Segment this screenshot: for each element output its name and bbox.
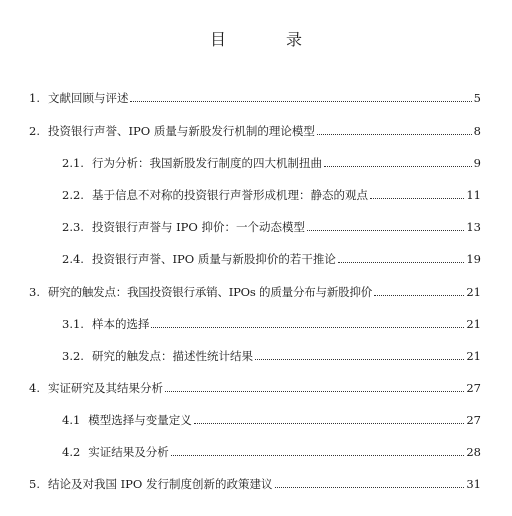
toc-entry-page: 19 xyxy=(466,252,481,266)
toc-entry-text: 实证研究及其结果分析 xyxy=(47,381,163,395)
toc-entry[interactable] xyxy=(29,379,481,395)
toc-entry-number: 5. xyxy=(29,477,40,491)
toc-entry-number: 1. xyxy=(29,91,40,105)
toc-entry-number: 4.2 xyxy=(62,445,81,459)
toc-entry-text: 文献回顾与评述 xyxy=(47,91,129,105)
toc-entry-text: 基于信息不对称的投资银行声誉形成机理：静态的观点 xyxy=(91,188,368,202)
toc-entry-page: 9 xyxy=(473,156,481,170)
toc-entry-number: 2.1. xyxy=(62,156,84,170)
toc-leader-dots xyxy=(324,166,472,167)
toc-entry[interactable] xyxy=(62,443,481,459)
toc-entry[interactable] xyxy=(62,218,481,234)
toc-entry-page: 13 xyxy=(466,220,481,234)
toc-leader-dots xyxy=(165,391,464,392)
toc-entry-page: 31 xyxy=(466,477,481,491)
toc-entry-page: 8 xyxy=(473,124,481,138)
toc-entry-page: 21 xyxy=(466,285,481,299)
toc-entry-text: 投资银行声誉与 IPO 抑价：一个动态模型 xyxy=(91,220,305,234)
toc-entry[interactable] xyxy=(62,186,481,202)
toc-entry-page: 21 xyxy=(466,349,481,363)
toc-entry[interactable] xyxy=(29,475,481,491)
toc-entry[interactable] xyxy=(29,283,481,299)
toc-entry-page: 5 xyxy=(473,91,481,105)
toc-entry-text: 研究的触发点：描述性统计结果 xyxy=(91,349,253,363)
toc-entry-page: 27 xyxy=(466,381,481,395)
toc-entry[interactable] xyxy=(62,154,481,170)
toc-leader-dots xyxy=(255,359,464,360)
toc-entry-number: 2.3. xyxy=(62,220,84,234)
toc-leader-dots xyxy=(130,101,471,102)
toc-entry[interactable] xyxy=(62,411,481,427)
toc-entry-number: 3. xyxy=(29,285,40,299)
toc-entry-number: 2. xyxy=(29,124,40,138)
toc-entry-page: 21 xyxy=(466,317,481,331)
toc-leader-dots xyxy=(317,134,472,135)
toc-entry-page: 11 xyxy=(466,188,481,202)
toc-leader-dots xyxy=(194,423,465,424)
toc-entry-text: 行为分析：我国新股发行制度的四大机制扭曲 xyxy=(91,156,322,170)
toc-entry-number: 2.4. xyxy=(62,252,84,266)
toc-leader-dots xyxy=(307,230,464,231)
toc-leader-dots xyxy=(171,455,465,456)
toc-entry-number: 4.1 xyxy=(62,413,81,427)
toc-entry[interactable] xyxy=(62,315,481,331)
toc-entry-number: 4. xyxy=(29,381,40,395)
toc-entry[interactable] xyxy=(62,347,481,363)
toc-entry-text: 样本的选择 xyxy=(91,317,150,331)
toc-leader-dots xyxy=(151,327,464,328)
toc-entry-text: 投资银行声誉、IPO 质量与新股发行机制的理论模型 xyxy=(47,124,315,138)
toc-leader-dots xyxy=(374,295,464,296)
toc-entry[interactable] xyxy=(29,89,481,105)
toc-title: 目 录 xyxy=(209,30,324,49)
toc-entry-page: 27 xyxy=(466,413,481,427)
toc-leader-dots xyxy=(275,487,465,488)
toc-entry-number: 3.1. xyxy=(62,317,84,331)
toc-leader-dots xyxy=(370,198,464,199)
toc-entry[interactable] xyxy=(62,250,481,266)
toc-entry-text: 研究的触发点：我国投资银行承销、IPOs 的质量分布与新股抑价 xyxy=(47,285,373,299)
toc-leader-dots xyxy=(338,262,465,263)
toc-entry-text: 结论及对我国 IPO 发行制度创新的政策建议 xyxy=(47,477,273,491)
toc-entry-text: 模型选择与变量定义 xyxy=(88,413,192,427)
toc-entry-text: 实证结果及分析 xyxy=(88,445,169,459)
toc-entry-page: 28 xyxy=(466,445,481,459)
toc-entry-number: 2.2. xyxy=(62,188,84,202)
toc-entry[interactable] xyxy=(29,122,481,138)
toc-entry-number: 3.2. xyxy=(62,349,84,363)
toc-entry-text: 投资银行声誉、IPO 质量与新股抑价的若干推论 xyxy=(91,252,336,266)
